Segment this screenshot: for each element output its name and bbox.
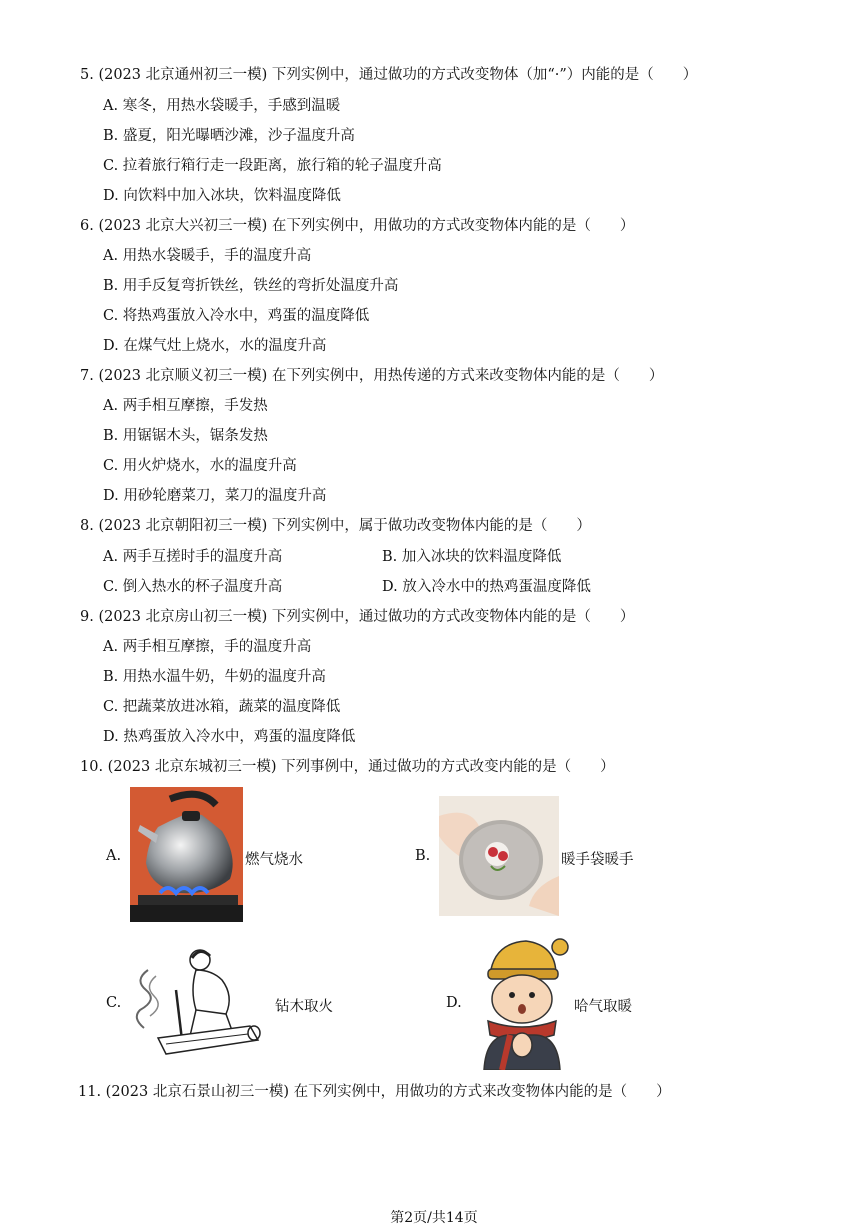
fire-drill-image bbox=[130, 940, 272, 1065]
q9-option-a: A. 两手相互摩擦，手的温度升高 bbox=[103, 639, 312, 655]
q10-option-a-text: 燃气烧水 bbox=[245, 852, 303, 868]
q7-stem: 7. (2023 北京顺义初三一模) 在下列实例中，用热传递的方式来改变物体内能的是（ ） bbox=[80, 368, 664, 384]
q7-option-d: D. 用砂轮磨菜刀，菜刀的温度升高 bbox=[103, 488, 327, 504]
q10-stem: 10. (2023 北京东城初三一模) 下列事例中，通过做功的方式改变内能的是（ ） bbox=[80, 759, 615, 775]
hand-warmer-image bbox=[439, 796, 559, 916]
q10-option-c-letter: C. bbox=[106, 995, 122, 1011]
q10-option-b-letter: B. bbox=[415, 848, 431, 864]
q6-option-a: A. 用热水袋暖手，手的温度升高 bbox=[103, 248, 312, 264]
q7-option-a: A. 两手相互摩擦，手发热 bbox=[103, 398, 268, 414]
q11-stem: 11. (2023 北京石景山初三一模) 在下列实例中，用做功的方式来改变物体内能的是（ ） bbox=[78, 1084, 671, 1100]
q8-option-d: D. 放入冷水中的热鸡蛋温度降低 bbox=[382, 579, 591, 595]
q5-stem: 5. (2023 北京通州初三一模) 下列实例中，通过做功的方式改变物体（加“·”）内能的是（ ） bbox=[80, 67, 698, 83]
q10-option-c-text: 钻木取火 bbox=[275, 999, 333, 1015]
page-number: 第2页/共14页 bbox=[390, 1210, 478, 1226]
q5-option-a: A. 寒冬，用热水袋暖手，手感到温暖 bbox=[103, 98, 341, 114]
q8-option-c: C. 倒入热水的杯子温度升高 bbox=[103, 579, 283, 595]
q6-stem: 6. (2023 北京大兴初三一模) 在下列实例中，用做功的方式改变物体内能的是（ ） bbox=[80, 218, 635, 234]
q9-option-b: B. 用热水温牛奶，牛奶的温度升高 bbox=[103, 669, 326, 685]
q5-option-d: D. 向饮料中加入冰块，饮料温度降低 bbox=[103, 188, 341, 204]
q9-stem: 9. (2023 北京房山初三一模) 下列实例中，通过做功的方式改变物体内能的是（ ） bbox=[80, 609, 635, 625]
q10-option-d-text: 哈气取暖 bbox=[574, 999, 632, 1015]
q9-option-d: D. 热鸡蛋放入冷水中，鸡蛋的温度降低 bbox=[103, 729, 356, 745]
q6-option-d: D. 在煤气灶上烧水，水的温度升高 bbox=[103, 338, 327, 354]
q7-option-c: C. 用火炉烧水，水的温度升高 bbox=[103, 458, 297, 474]
q10-option-b-text: 暖手袋暖手 bbox=[561, 852, 634, 868]
kettle-on-stove-image bbox=[130, 787, 243, 922]
q10-option-d-letter: D. bbox=[446, 995, 462, 1011]
q5-option-b: B. 盛夏，阳光曝晒沙滩，沙子温度升高 bbox=[103, 128, 355, 144]
q6-option-c: C. 将热鸡蛋放入冷水中，鸡蛋的温度降低 bbox=[103, 308, 370, 324]
q9-option-c: C. 把蔬菜放进冰箱，蔬菜的温度降低 bbox=[103, 699, 341, 715]
q10-option-a-letter: A. bbox=[106, 848, 122, 864]
q7-option-b: B. 用锯锯木头，锯条发热 bbox=[103, 428, 268, 444]
q8-option-b: B. 加入冰块的饮料温度降低 bbox=[382, 549, 562, 565]
q6-option-b: B. 用手反复弯折铁丝，铁丝的弯折处温度升高 bbox=[103, 278, 399, 294]
q8-option-a: A. 两手互搓时手的温度升高 bbox=[103, 549, 283, 565]
boy-warming-hands-image bbox=[470, 935, 572, 1070]
q8-stem: 8. (2023 北京朝阳初三一模) 下列实例中，属于做功改变物体内能的是（ ） bbox=[80, 518, 591, 534]
q5-option-c: C. 拉着旅行箱行走一段距离，旅行箱的轮子温度升高 bbox=[103, 158, 442, 174]
